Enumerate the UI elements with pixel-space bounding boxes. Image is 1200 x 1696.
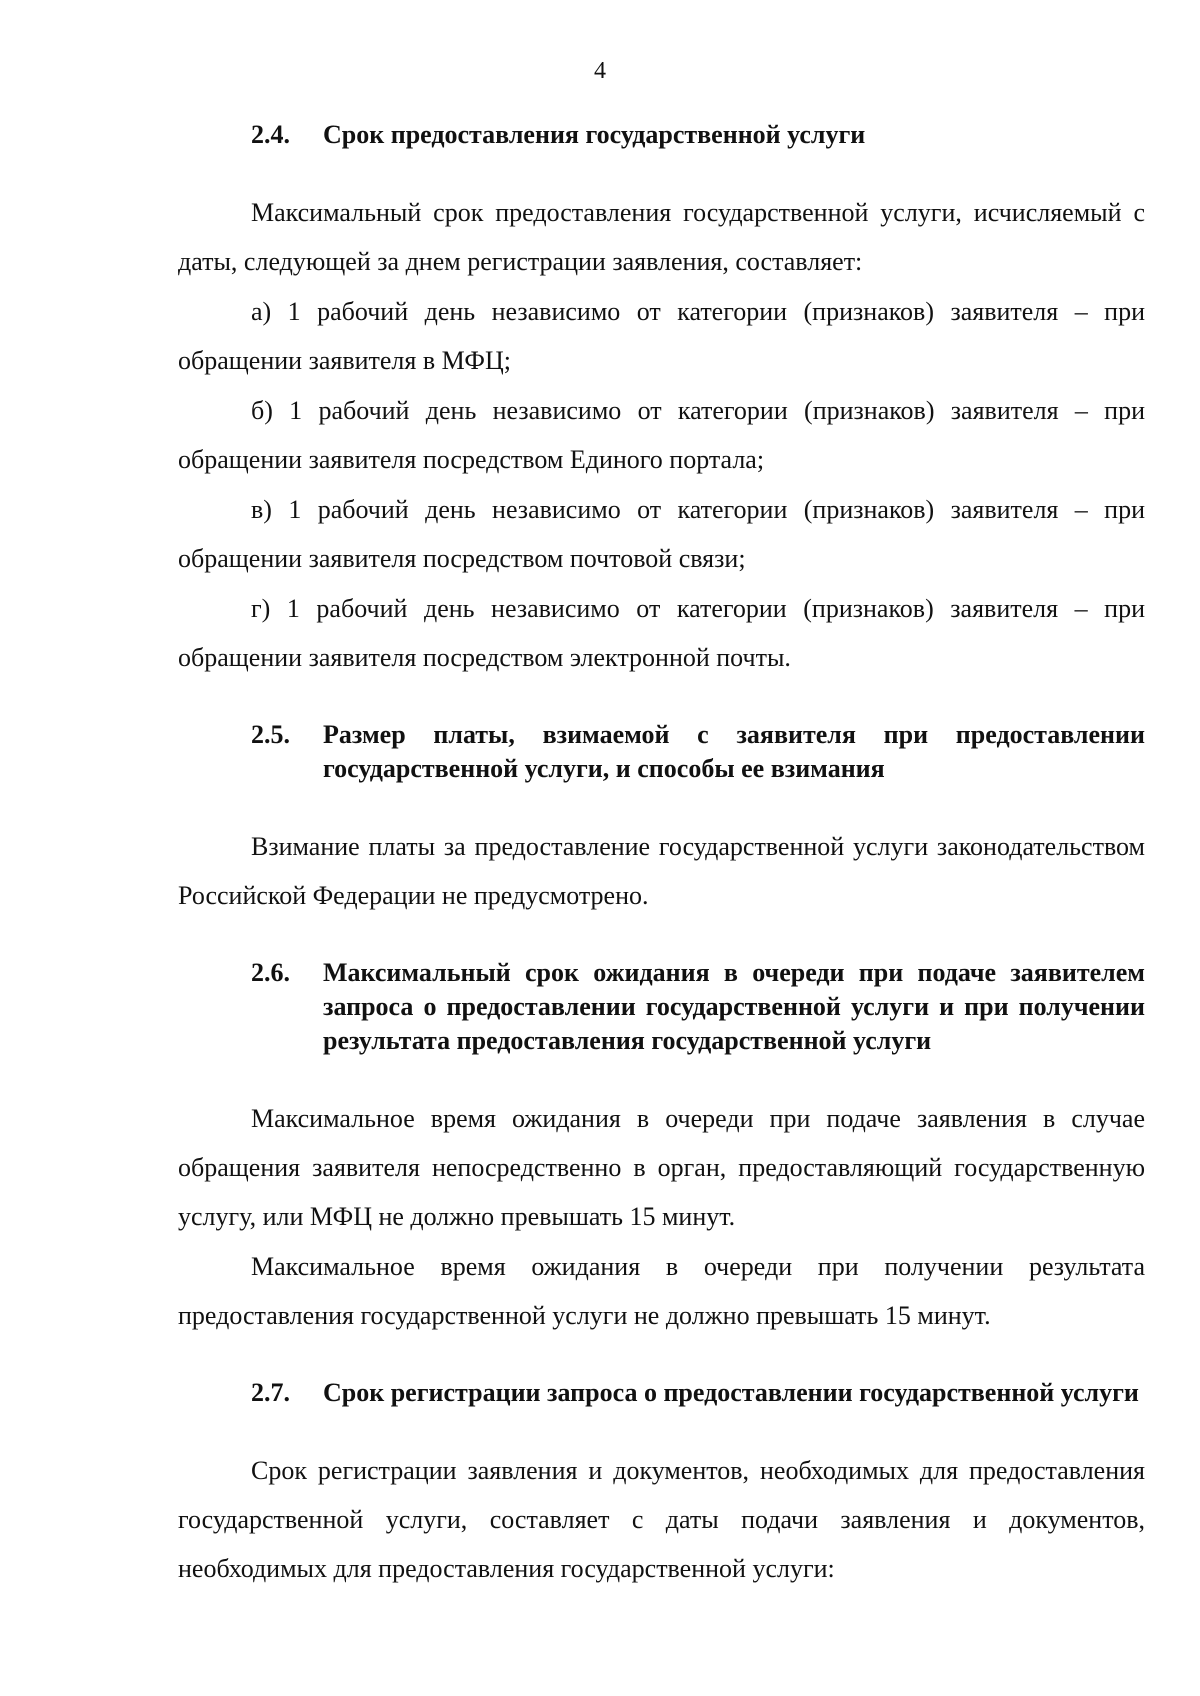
section-number: 2.5. [251,720,290,749]
paragraph: Максимальный срок предоставления государственной услуги, исчисляемый с даты, следующей за днем регистрации заявления, составляет: [178,198,1145,276]
section-heading-2-4 [178,118,1145,152]
section-title: Срок регистрации запроса о предоставлении государственной услуги [323,1378,1139,1407]
section-title: Максимальный срок ожидания в очереди при подаче заявителем запроса о предоставлении государственной услуги и при получении результата предоставления государственной услуги [323,958,1145,1055]
paragraph: Максимальное время ожидания в очереди при подаче заявления в случае обращения заявителя непосредственно в орган, предоставляющий государственную услугу, или МФЦ не должно превышать 15 минут. [178,1104,1145,1231]
section-number: 2.6. [251,958,290,987]
paragraph: Взимание платы за предоставление государственной услуги законодательством Российской Федерации не предусмотрено. [178,832,1145,910]
section-title: Срок предоставления государственной услуги [323,120,866,149]
section-heading-2-7 [178,1376,1145,1410]
paragraph: Срок регистрации заявления и документов, необходимых для предоставления государственной услуги, составляет с даты подачи заявления и документов, необходимых для предоставления государственной услуги: [178,1456,1145,1583]
paragraph: б) 1 рабочий день независимо от категории (признаков) заявителя – при обращении заявителя посредством Единого портала; [178,396,1145,474]
paragraph: в) 1 рабочий день независимо от категории (признаков) заявителя – при обращении заявителя посредством почтовой связи; [178,495,1145,573]
document-body [178,118,1145,1593]
section-title: Размер платы, взимаемой с заявителя при предоставлении государственной услуги, и способы ее взимания [323,720,1145,783]
paragraph: а) 1 рабочий день независимо от категории (признаков) заявителя – при обращении заявителя в МФЦ; [178,297,1145,375]
section-heading-2-6 [178,956,1145,1058]
section-number: 2.7. [251,1378,290,1407]
paragraph: Максимальное время ожидания в очереди при получении результата предоставления государственной услуги не должно превышать 15 минут. [178,1252,1145,1330]
paragraph: г) 1 рабочий день независимо от категории (признаков) заявителя – при обращении заявителя посредством электронной почты. [178,594,1145,672]
section-heading-2-5 [178,718,1145,786]
section-number: 2.4. [251,120,290,149]
page-number: 4 [594,58,606,84]
